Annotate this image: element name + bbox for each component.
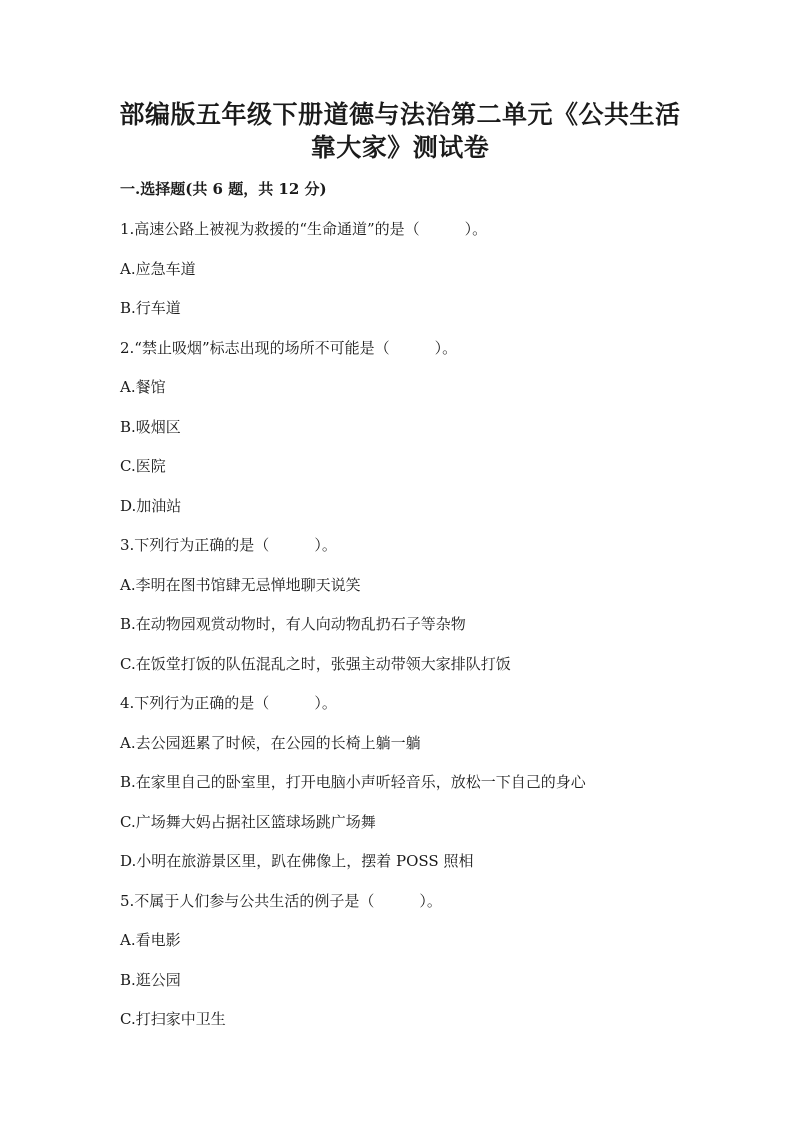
question-3-stem: 3.下列行为正确的是（ ）。 — [120, 536, 337, 554]
question-2-option-a: A.餐馆 — [120, 378, 166, 396]
question-1-option-a: A.应急车道 — [120, 260, 196, 278]
question-3-option-b: B.在动物园观赏动物时，有人向动物乱扔石子等杂物 — [120, 615, 466, 633]
question-5-option-b: B.逛公园 — [120, 971, 181, 989]
question-3-option-c: C.在饭堂打饭的队伍混乱之时，张强主动带领大家排队打饭 — [120, 655, 511, 673]
question-5-stem: 5.不属于人们参与公共生活的例子是（ ）。 — [120, 892, 442, 910]
question-2-option-c: C.医院 — [120, 457, 166, 475]
question-1-stem: 1.高速公路上被视为救援的“生命通道”的是（ ）。 — [120, 220, 488, 238]
question-5-option-c: C.打扫家中卫生 — [120, 1010, 226, 1028]
question-4-stem: 4.下列行为正确的是（ ）。 — [120, 694, 337, 712]
question-1-option-b: B.行车道 — [120, 299, 181, 317]
question-4-option-a: A.去公园逛累了时候，在公园的长椅上躺一躺 — [120, 734, 421, 752]
question-2-stem: 2.“禁止吸烟”标志出现的场所不可能是（ ）。 — [120, 339, 458, 357]
document-title-line-2: 靠大家》测试卷 — [310, 133, 490, 162]
document-title-line-1: 部编版五年级下册道德与法治第二单元《公共生活 — [119, 100, 681, 129]
question-4-option-d: D.小明在旅游景区里，趴在佛像上，摆着 POSS 照相 — [120, 852, 474, 870]
question-3-option-a: A.李明在图书馆肆无忌惮地聊天说笑 — [120, 576, 361, 594]
question-2-option-d: D.加油站 — [120, 497, 182, 515]
question-4-option-b: B.在家里自己的卧室里，打开电脑小声听轻音乐，放松一下自己的身心 — [120, 773, 586, 791]
section-heading-multiple-choice: 一.选择题(共 6 题，共 12 分) — [120, 180, 327, 198]
question-4-option-c: C.广场舞大妈占据社区篮球场跳广场舞 — [120, 813, 376, 831]
question-5-option-a: A.看电影 — [120, 931, 181, 949]
question-2-option-b: B.吸烟区 — [120, 418, 181, 436]
